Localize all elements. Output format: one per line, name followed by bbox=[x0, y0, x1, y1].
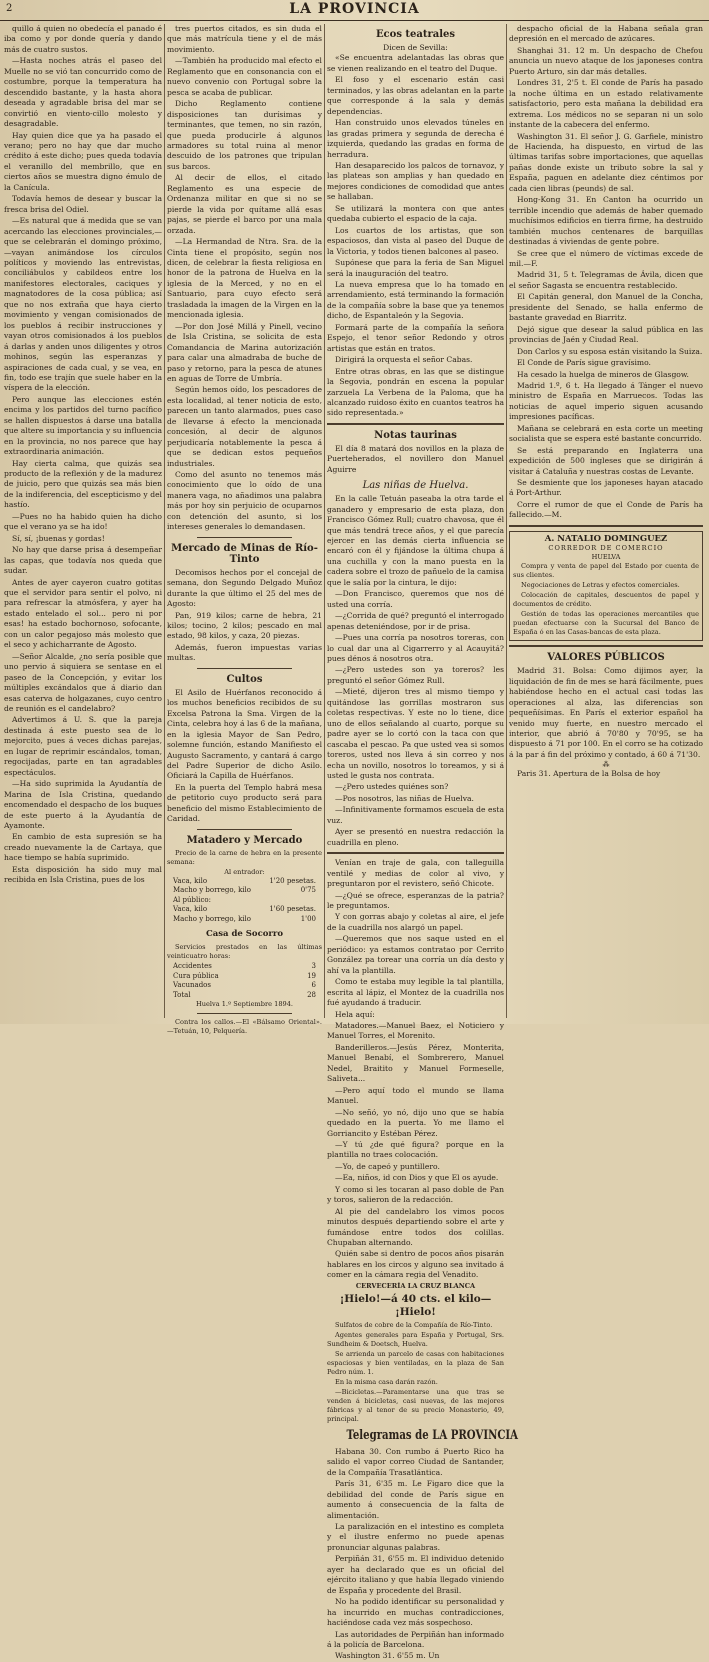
paragraph: Colocación de capitales, descuentos de papel y documentos de crédito. bbox=[513, 591, 699, 609]
paragraph: Negociaciones de Letras y efectos comerciales. bbox=[521, 581, 680, 590]
callos-ad: Contra los callos.—El «Bálsamo Oriental».—Tetuán, 10, Pelquería. bbox=[167, 1018, 322, 1036]
column-4 bbox=[509, 24, 703, 1020]
row-label: Vacunados bbox=[173, 981, 211, 990]
socorro-intro: Servicios prestados en las últimas veinticuatro horas: bbox=[167, 943, 322, 961]
row-label: Vaca, kilo bbox=[173, 905, 208, 914]
column-rule bbox=[324, 24, 325, 1018]
paragraph: tres puertos citados, es sin duda el que más matrícula tiene y el de más movimiento. bbox=[167, 24, 322, 54]
table-row bbox=[167, 886, 322, 896]
paragraph: En la puerta del Templo habrá mesa de petitorio cuyo producto será para beneficio del mismo Establecimiento de Caridad. bbox=[167, 782, 322, 824]
column-1 bbox=[4, 24, 162, 1020]
paragraph: Hela aquí: bbox=[335, 1009, 375, 1019]
divider bbox=[509, 645, 703, 647]
masthead-title: LA PROVINCIA bbox=[289, 1, 420, 17]
paragraph: quillo á quien no obedecía el panado é iba como y por donde quería y dando más de cuatro sustos. bbox=[4, 24, 162, 54]
row-value: 1'60 pesetas. bbox=[269, 905, 316, 914]
paragraph: —Ea, niños, id con Dios y que El os ayude. bbox=[335, 1173, 499, 1183]
valores-text: Madrid 31. Bolsa: Como dijimos ayer, la liquidación de fin de mes se hará fácilmente, pues habiéndose hecho en el actual casi todas las operaciones al alza, las diferencias son pequeñísimas. En París el exterior español ha venido muy fuerte, en nuestro mercado el interior, que abrió á 70'80 y 70'95, se ha dispuesto á 71 por 100. En el corro se ha cotizado á la par á fin del próximo y contado, á 60 á 71'30. bbox=[509, 666, 703, 759]
row-value: 19 bbox=[307, 971, 316, 980]
paragraph: Madrid 1.º, 6 t. Ha llegado á Tánger el nuevo ministro de España en Marruecos. Todas las noticias de aquel imperio siguen acusando impresiones pacíficas. bbox=[509, 380, 703, 422]
paragraph: «Se encuentra adelantadas las obras que se vienen realizando en el teatro del Duque. bbox=[327, 53, 504, 73]
paragraph: —Ha sido suprimida la Ayudantía de Marina de Isla Cristina, quedando encomendado el despacho de los buques de este puerto á la Ayudantía de Ayamonte. bbox=[4, 779, 162, 830]
table-row bbox=[167, 962, 322, 972]
ninas-text bbox=[327, 494, 504, 848]
column-3b-text bbox=[327, 858, 504, 1281]
ad-city: HUELVA bbox=[591, 553, 621, 562]
table-row bbox=[167, 972, 322, 982]
paragraph: —Señor Alcalde, ¿no sería posible que uno pervio á siquiera se sentase en el paseo de la Concepción, y evitar los múltiples excándalos que á diario dan esas caterva de holgazanes, cuyo centro de reunión es el candelabro? bbox=[4, 651, 162, 713]
last-line: Paris 31. Apertura de la Bolsa de hoy bbox=[517, 769, 661, 779]
paragraph: Entre otras obras, en las que se distingue la Segovia, pondrán en escena la popular zarzuela La Verbena de la Paloma, que ha alcanzado ruidoso éxito en cuantos teatros ha sido representada.» bbox=[327, 366, 504, 418]
ice-ad: ¡Hielo!—á 40 cts. el kilo—¡Hielo! bbox=[339, 1292, 492, 1318]
row-label: Macho y borrego, kilo bbox=[173, 914, 251, 923]
paragraph: La nueva empresa que lo ha tomado en arrendamiento, está terminando la formación de la compañía sobre la base que ya tenemos dicho, de Espantaleón y la Segovia. bbox=[327, 279, 504, 321]
paragraph: Formará parte de la compañía la señora Espejo, el tenor señor Redondo y otros artistas que están en tratos. bbox=[327, 322, 504, 353]
paragraph: —Pues no ha habido quien ha dicho que el verano ya se ha ido! bbox=[4, 511, 162, 532]
paragraph: Agentes generales para España y Portugal, Srs. Sundheim & Doetsch, Huelva. bbox=[327, 1330, 504, 1348]
row-label: Macho y borrego, kilo bbox=[173, 886, 251, 895]
paragraph: —¿Corrida de qué? preguntó el interrogado apenas deteniéndose, por ir de prisa. bbox=[327, 611, 504, 631]
paragraph: Al decir de ellos, el citado Reglamento es una especie de Ordenanza militar en que si no se pierde la vida por quítame allá esas pajas, se pierde el barco por una mala orzada. bbox=[167, 173, 322, 235]
paragraph: Compra y venta de papel del Estado por cuenta de sus clientes. bbox=[513, 562, 699, 580]
cultos-text bbox=[167, 688, 322, 825]
paragraph: Supónese que para la feria de San Miguel será la inauguración del teatro. bbox=[327, 258, 504, 278]
divider bbox=[197, 668, 292, 669]
paragraph: Dicho Reglamento contiene disposiciones tan durísimas y terminantes, que temen, no sin razón, que pueda producirle á algunos armadores su total ruina al menor descuido de los patrones que tripulan sus barcos. bbox=[167, 99, 322, 171]
paragraph: Han construido unos elevados túneles en las gradas primera y segunda de derecha é izquierda, quedando las gradas en forma de herradura. bbox=[327, 118, 504, 159]
paragraph: Los cuartos de los artistas, que son espaciosos, dan vista al paseo del Duque de la Victoria, y todos tienen balcones al paseo. bbox=[327, 225, 504, 256]
paragraph: Se está preparando en Inglaterra una expedición de 500 ingleses que se dirigirán á visitar á Cataluña y nuestras costas de Levante. bbox=[509, 445, 703, 476]
paragraph: Han desaparecido los palcos de tornavoz, y las plateas son amplias y han quedado en mejores condiciones de comodidad que antes se hallaban. bbox=[327, 160, 504, 202]
paragraph: El Conde de París sigue gravísimo. bbox=[517, 358, 651, 368]
divider bbox=[327, 852, 504, 854]
paragraph: —Hasta noches atrás el paseo del Muelle no se vió tan concurrido como de costumbre, porque la temperatura ha descendido bastante, y la hasta ahora deseada y agradable brisa del mar se convirtió en viento-cillo molesto y desagradable. bbox=[4, 56, 162, 129]
row-label: Vaca, kilo bbox=[173, 876, 208, 885]
paragraph: Las autoridades de Perpiñán han informado á la policía de Barcelona. bbox=[327, 1629, 504, 1649]
row-value: 0'75 bbox=[300, 886, 316, 895]
paragraph: Al pie del candelabro los vimos pocos minutos después departiendo sobre el arte y fumándose entre todos dos colillas. Chupaban alternando. bbox=[327, 1206, 504, 1248]
paragraph: Dejó sigue que desear la salud pública en las provincias de Jaén y Ciudad Real. bbox=[509, 324, 703, 345]
matadero-title: Matadero y Mercado bbox=[186, 834, 303, 846]
paragraph: No hay que darse prisa á desempeñar las capas, que todavía nos queda que sudar. bbox=[4, 545, 162, 576]
paragraph: Hay quien dice que ya ha pasado el verano; pero no hay que dar mucho crédito á este dicho; pues queda todavía el veranillo del membrillo, que en ciertos años se muestra digno émulo de la Canícula. bbox=[4, 130, 162, 192]
row-value: 1'00 bbox=[300, 914, 316, 923]
paragraph: Don Carlos y su esposa están visitando la Suiza. bbox=[517, 346, 703, 356]
paragraph: —Pos nosotros, las niñas de Huelva. bbox=[335, 793, 474, 803]
paragraph: despacho oficial de la Habana señala gran depresión en el mercado de azúcares. bbox=[509, 24, 703, 44]
paragraph: —Yo, de capeó y puntillero. bbox=[335, 1161, 440, 1171]
paragraph: Shanghai 31. 12 m. Un despacho de Chefou anuncia un nuevo ataque de los japoneses contra Puerto Arturo, sin dar más detalles. bbox=[509, 45, 703, 76]
ninas-title: Las niñas de Huelva. bbox=[362, 480, 469, 492]
market-text bbox=[167, 568, 322, 664]
paragraph: Ha cesado la huelga de mineros de Glasgow. bbox=[517, 369, 689, 379]
paragraph: Perpiñán 31, 6'55 m. El individuo detenido ayer ha declarado que es un oficial del ejército italiano y que había llegado viniendo de España y procedente del Brasil. bbox=[327, 1554, 504, 1595]
matadero-table bbox=[167, 877, 322, 925]
paragraph: Según hemos oído, los pescadores de esta localidad, al tener noticia de esto, parecen un tanto alarmados, pues caso de llevarse á efecto la mencionada concesión, al decir de algunos perjudicaría notablemente la pesca á que se dedican estos pequeños industriales. bbox=[167, 385, 322, 468]
column-4-text bbox=[509, 24, 703, 521]
paragraph: En cambio de esta supresión se ha creado nuevamente la de Cartaya, que hace tiempo se había suprimido. bbox=[4, 832, 162, 863]
table-row bbox=[167, 991, 322, 1001]
ecos-subtitle: Dicen de Sevilla: bbox=[383, 43, 448, 52]
divider bbox=[197, 537, 292, 538]
paragraph: Además, fueron impuestas varias multas. bbox=[167, 642, 322, 663]
row-value: 1'20 pesetas. bbox=[269, 876, 316, 885]
paragraph: Y con gorras abajo y coletas al aire, el jefe de la cuadrilla nos alargó un papel. bbox=[327, 912, 504, 932]
paragraph: —Bicicletas.—Paramentarse una que tras se venden á bicicletas, casi nuevas, de las mejores fábricas y al tenor de su precio Monasterio, 49, principal. bbox=[327, 1387, 504, 1423]
ad-lines bbox=[513, 562, 699, 637]
paragraph: —Pero aquí todo el mundo se llama Manuel. bbox=[327, 1085, 504, 1106]
column-rule bbox=[164, 24, 165, 1018]
dominguez-ad bbox=[509, 531, 703, 641]
table-row bbox=[167, 896, 322, 906]
column-rule bbox=[506, 24, 507, 1018]
paragraph: Antes de ayer cayeron cuatro gotitas que el servidor para sentir el polvo, ni para refrescar la atmósfera, y ayer ha estado entelado el sol... pero ni por esas! ha estado bochornoso, sofocante, con un calor pegajoso más molesto que el seco y achicharrante de Agosto. bbox=[4, 577, 162, 650]
cultos-title: Cultos bbox=[226, 673, 263, 685]
ecos-title: Ecos teatrales bbox=[375, 29, 456, 40]
paragraph: Y como si les tocaran al paso doble de Pan y toros, salieron de la redacción. bbox=[327, 1184, 504, 1205]
valores-title: VALORES PÚBLICOS bbox=[547, 652, 665, 664]
taurinas-title: Notas taurinas bbox=[374, 429, 457, 441]
paragraph: Corre el rumor de que el Conde de París ha fallecido.—M. bbox=[509, 499, 703, 520]
divider bbox=[197, 1013, 292, 1014]
socorro-table bbox=[167, 962, 322, 1000]
market-title: Mercado de Minas de Río-Tinto bbox=[171, 542, 318, 565]
paragraph: —¿Qué se ofrece, esperanzas de la patria? le preguntamos. bbox=[327, 890, 504, 910]
row-value: 3 bbox=[311, 962, 316, 971]
paragraph: —No señó, yo nó, dijo uno que se había quedado en la puerta. Yo me llamo el Gorriancito y Estéban Pérez. bbox=[327, 1107, 504, 1138]
paragraph: Madrid 31, 5 t. Telegramas de Ávila, dicen que el señor Sagasta se encuentra restablecido. bbox=[509, 270, 703, 290]
table-row bbox=[167, 905, 322, 915]
paragraph: Venían en traje de gala, con talleguilla ventilé y medias de color al vivo, y preguntaron por el revistero, señó Chicote. bbox=[327, 858, 504, 889]
paragraph: —Queremos que nos saque usted en el periódico: ya estamos contratao por Cerrito González pa torear una corría un día desto y ahí va la plantilla. bbox=[327, 934, 504, 975]
paragraph: La paralización en el intestino es completa y el ilustre enfermo no puede apenas pronunciar algunas palabras. bbox=[327, 1522, 504, 1552]
paragraph: Washington 31. El señor J. G. Garfiele, ministro de Hacienda, ha dispuesto, en virtud de las últimas tarifas sobre importaciones, que aquellas pañas donde existe un tributo sobre la sal y España, paguen en adelante diez céntimos por cada cien libras (peunds) de sal. bbox=[509, 131, 703, 193]
paragraph: En la calle Tetuán paseaba la otra tarde el ganadero y empresario de esta plaza, don Francisco Gómez Rull; cuatro chavosa, que él que más tendrá trece años, y el que parecía ejercer en las demás cierta influencia se encaró con él y fijándose la última chupa á una cuchilla y con la mano puesta en la cadera sobre el trozo de pañuelo de la camisa que le salía por la cintura, le dijo: bbox=[327, 494, 504, 587]
classified-ads bbox=[327, 1321, 504, 1424]
paragraph: Mañana se celebrará en esta corte un meeting socialista que se espera esté bastante concurrido. bbox=[509, 423, 703, 444]
divider bbox=[327, 423, 504, 425]
paragraph: Como del asunto no tenemos más conocimiento que lo oído de una manera vaga, no añadimos una palabra más por hoy sin perjuicio de ocuparnos con detención del asunto, si los intereses generales lo demandasen. bbox=[167, 470, 322, 532]
row-label: Al público: bbox=[173, 895, 211, 904]
column-2 bbox=[167, 24, 322, 1036]
paragraph: Washington 31. 6'55 m. Un bbox=[335, 1651, 440, 1661]
ecos-text bbox=[327, 53, 504, 418]
paragraph: El Asilo de Huérfanos reconocido á los muchos beneficios recibidos de su Excelsa Patrona la Sma. Virgen de la Cinta, celebra hoy á las 6 de la mañana, en la iglesia Mayor de San Pedro, solemne función, estando Manifiesto el Augusto Sacramento, y cantará á cargo del Padre Superior de dicho Asilo. Oficiará la Capilla de Huérfanos. bbox=[167, 687, 322, 781]
paragraph: No ha podido identificar su personalidad y ha incurrido en muchas contradicciones, haciéndose cada vez más sospechoso. bbox=[327, 1597, 504, 1628]
table-row bbox=[167, 877, 322, 887]
row-label: Accidentes bbox=[173, 962, 212, 971]
paragraph: Esta disposición ha sido muy mal recibida en Isla Cristina, pues de los bbox=[4, 864, 162, 885]
paragraph: Quién sabe si dentro de pocos años pisarán hablares en los circos y alguno sea invitado á comer en la cámara regia del Venadito. bbox=[327, 1249, 504, 1280]
table-row bbox=[167, 915, 322, 925]
paragraph: Gestión de todas las operaciones mercantiles que puedan efectuarse con la Sucursal del Banco de España ó en las Casas-bancas de esta plaza. bbox=[513, 610, 699, 637]
telegrams-text bbox=[327, 1447, 504, 1662]
row-value: 6 bbox=[311, 981, 316, 990]
paragraph: En la misma casa darán razón. bbox=[335, 1377, 438, 1386]
paragraph: —Pues una corría pa nosotros toreras, con lo cual dar una al Cigarrerro y al Acauyitá? pues dénos á nosotros otra. bbox=[327, 633, 504, 664]
matadero-intro: Precio de la carne de hebra en la presente semana: bbox=[167, 848, 322, 866]
matadero-entrador: Al entrador: bbox=[224, 867, 265, 876]
paragraph: El Capitán general, don Manuel de la Concha, presidente del Senado, se halla enfermo de bastante gravedad en Biarritz. bbox=[509, 292, 703, 323]
column-3 bbox=[327, 24, 519, 1661]
paragraph: —Y tú ¿de qué figura? porque en la plantilla no traes colocación. bbox=[327, 1139, 504, 1160]
row-label: Cura pública bbox=[173, 971, 219, 980]
paragraph: Dirigirá la orquesta el señor Cabas. bbox=[335, 355, 473, 365]
paragraph: Pan, 919 kilos; carne de hebra, 21 kilos; tocino, 2 kilos; pescado en mal estado, 98 kilos, y caza, 20 piezas. bbox=[167, 610, 322, 641]
paragraph: El día 8 matará dos novillos en la plaza de Puerteherados, el novillero don Manuel Aguirre bbox=[327, 443, 504, 474]
paragraph: Ayer se presentó en nuestra redacción la cuadrilla en pleno. bbox=[327, 827, 504, 847]
paragraph: Pero aunque las elecciones estén encima y los partidos del turno pacífico se hallen dispuestos á darse una batalla que altere su importancia y su influencia en la provincia, no nos parece que hay extraordinaria animación. bbox=[4, 394, 162, 457]
row-value: 28 bbox=[307, 990, 316, 999]
page-number: 2 bbox=[6, 3, 13, 14]
paragraph: Decomisos hechos por el concejal de semana, don Segundo Delgado Muñoz durante la que último el 25 del mes de Agosto: bbox=[167, 567, 322, 609]
paragraph: Se cree que el número de víctimas excede de mil.—F. bbox=[509, 248, 703, 268]
divider bbox=[509, 525, 703, 527]
taurinas-text bbox=[327, 444, 504, 475]
paragraph: Se arrienda un parcelo de casas con habitaciones espaciosas y bien ventiladas, en la plaza de San Pedro núm. 1. bbox=[327, 1349, 504, 1376]
paragraph: Sí, sí, ¡buenas y gordas! bbox=[12, 533, 105, 543]
paragraph: París 31, 6'35 m. Le Figaro dice que la debilidad del conde de París sigue en aumento á consecuencia de la falta de alimentación. bbox=[327, 1479, 504, 1520]
paragraph: Habana 30. Con rumbo á Puerto Rico ha salido el vapor correo Ciudad de Santander, de la Compañía Trasatlántica. bbox=[327, 1446, 504, 1477]
paragraph: —Por don José Millá y Pinell, vecino de Isla Cristina, se solicita de esta Comandancia de Marina autorización para calar una almadraba de buche de paso y retorno, para la pesca de atunes en aguas de Torre de Umbría. bbox=[167, 321, 322, 383]
paragraph: —La Hermandad de Ntra. Sra. de la Cinta tiene el propósito, según nos dicen, de celebrar la fiesta religiosa en honor de la patrona de Huelva en la iglesia de la Merced, y no en el Santuario, para cuyo efecto será trasladada la imagen de la Virgen en la mencionada iglesia. bbox=[167, 237, 322, 320]
paragraph: Como te estaba muy legible la tal plantilla, escrita al lápiz, el Montez de la cuadrilla nos fué ayudando á traducir. bbox=[327, 977, 504, 1008]
paragraph: Hong-Kong 31. En Canton ha ocurrido un terrible incendio que además de haber quemado muchísimos edificios en tierra firme, ha destruido también muchos centenares de barquillas destinadas á viviendas de gente pobre. bbox=[509, 195, 703, 247]
ornament: ⁂ bbox=[602, 761, 610, 770]
paragraph: —¿Pero ustedes son ya toreros? les preguntó el señor Gómez Rull. bbox=[327, 665, 504, 685]
divider bbox=[197, 829, 292, 830]
column-1-text bbox=[4, 24, 162, 886]
ad-role: CORREDOR DE COMERCIO bbox=[548, 544, 664, 553]
row-label: Total bbox=[173, 990, 191, 999]
paragraph: Londres 31, 2'5 t. El conde de París ha pasado la noche última en un estado relativamente satisfactorio, pero esta mañana la debilidad era extrema. Los médicos no se separan ni un solo instante de la cabecera del enfermo. bbox=[509, 78, 703, 130]
paragraph: Banderilleros.—Jesús Pérez, Monterita, Manuel Benabí, el Sombrerero, Manuel Nedel, Braitito y Manuel Formeselle, Saliveta... bbox=[327, 1042, 504, 1084]
page-header bbox=[0, 0, 709, 21]
paragraph: Hay cierta calma, que quizás sea producto de la reflexión y de la madurez de juicio, pero que quizás sea más bien de la indiferencia, del escepticismo y del hastío. bbox=[4, 458, 162, 510]
paragraph: Matadores.—Manuel Baez, el Noticiero y Manuel Torres, el Morenito. bbox=[327, 1020, 504, 1041]
paragraph: Sulfatos de cobre de la Compañía de Río-Tinto. bbox=[335, 1320, 493, 1329]
socorro-date: Huelva 1.º Septiembre 1894. bbox=[195, 1000, 294, 1009]
paragraph: Se utilizará la montera con que antes quedaba cubierto el espacio de la caja. bbox=[327, 203, 504, 224]
ad-name: A. NATALIO DOMINGUEZ bbox=[544, 533, 668, 544]
paragraph: Todavía hemos de desear y buscar la fresca brisa del Odiel. bbox=[4, 194, 162, 214]
paragraph: —¿Pero ustedes quiénes son? bbox=[335, 782, 449, 792]
paragraph: Advertimos á U. S. que la pareja destinada á este puesto sea de lo mejorcito, pues á veces dichas parejas, en lugar de reprimir escándalos, toman, regocijadas, parte en tan agradables espectáculos. bbox=[4, 715, 162, 777]
paragraph: Se desmiente que los japoneses hayan atacado á Port-Arthur. bbox=[509, 478, 703, 498]
column-2-text bbox=[167, 24, 322, 533]
beer-ad: CERVECERÍA LA CRUZ BLANCA bbox=[355, 1281, 476, 1290]
table-row bbox=[167, 981, 322, 991]
socorro-title: Casa de Socorro bbox=[205, 929, 284, 940]
paragraph: El foso y el escenario están casi terminados, y las obras adelantan en la parte que corresponde á la sala y demás dependencias. bbox=[327, 75, 504, 116]
paragraph: —Es natural que á medida que se van acercando las elecciones provinciales,—que se celebrarán el domingo próximo,—vayan animándose los círculos políticos y moviendo las entrevistas, conciliábulos y cabildeos entre los manifestores electorales, caciques y magnatodores de la cosa pública; así que no nos extraña que haya cierto movimiento y vengan comisionados de los pueblos á recibir instrucciones y vayan otros comisionados á los pueblos á darlas y anden unos diligentes y otros mohinos, según las esperanzas y aspiraciones de cada cual, y se vea, en fin, todo ese trajín que suele haber en la víspera de la elección. bbox=[4, 216, 162, 393]
telegrams-title: Telegramas de LA PROVINCIA bbox=[346, 1427, 519, 1443]
paragraph: —También ha producido mal efecto el Reglamento que en consonancia con el nuevo convenio con Portugal sobre la pesca se acaba de publicar. bbox=[167, 56, 322, 97]
paragraph: —Don Francisco, queremos que nos dé usted una corría. bbox=[327, 589, 504, 609]
paragraph: —Infinitivamente formamos escuela de esta vuz. bbox=[327, 805, 504, 825]
paragraph: —Mieté, dijeron tres al mismo tiempo y quitándose las gorrillas mostraron sus coletas respectivas. Y este no lo tiene, dice uno de ellos señalando al cuarto, porque su padre ayer se lo cortó con la taca con que cascaba el pescao. Pa que usted vea si somos toreros, usted nos lleva á sin correo y nos echa un novillo, nosotros lo toreamos, y si á usted le gusta nos contrata. bbox=[327, 687, 504, 780]
